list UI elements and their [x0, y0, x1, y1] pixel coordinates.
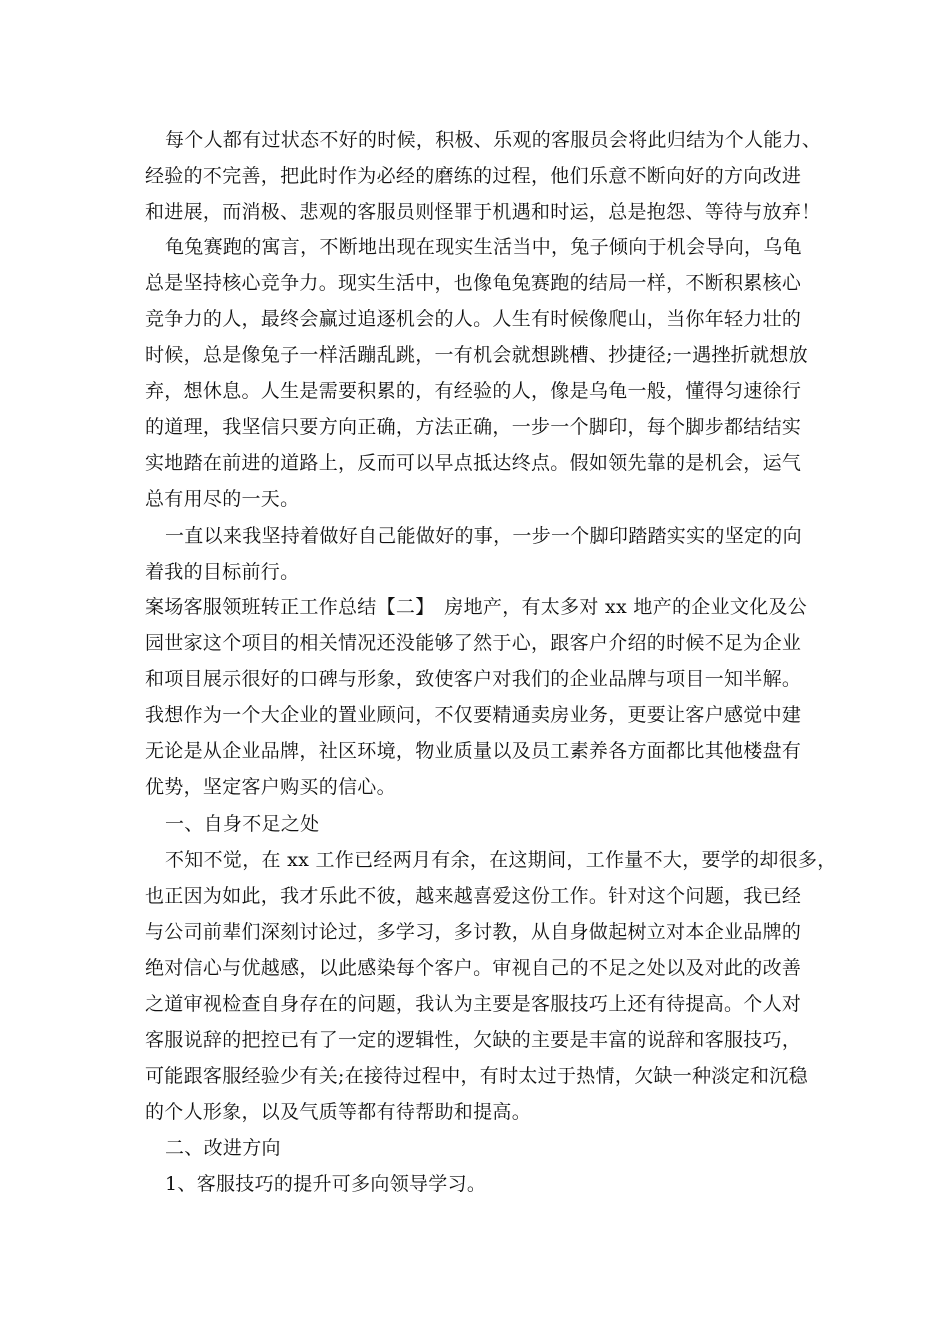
text-line: 也正因为如此，我才乐此不彼，越来越喜爱这份工作。针对这个问题，我已经 — [145, 885, 802, 907]
text-line: 之道审视检查自身存在的问题，我认为主要是客服技巧上还有待提高。个人对 — [145, 993, 802, 1015]
section-heading: 二、改进方向 — [165, 1137, 281, 1159]
text-line: 时候，总是像兔子一样活蹦乱跳，一有机会就想跳槽、抄捷径;一遇挫折就想放 — [145, 344, 808, 366]
text-line: 和进展，而消极、悲观的客服员则怪罪于机遇和时运，总是抱怨、等待与放弃！ — [145, 201, 821, 223]
text-line: 无论是从企业品牌，社区环境，物业质量以及员工素养各方面都比其他楼盘有 — [145, 740, 802, 762]
section-heading: 一、自身不足之处 — [165, 813, 320, 835]
text-line: 总有用尽的一天。 — [145, 488, 300, 510]
text-line: 的道理，我坚信只要方向正确，方法正确，一步一个脚印，每个脚步都结结实 — [145, 416, 802, 438]
text-line: 我想作为一个大企业的置业顾问，不仅要精通卖房业务，更要让客户感觉中建 — [145, 704, 802, 726]
text-line: 园世家这个项目的相关情况还没能够了然于心，跟客户介绍的时候不足为企业 — [145, 632, 802, 654]
text-line: 客服说辞的把控已有了一定的逻辑性，欠缺的主要是丰富的说辞和客服技巧， — [145, 1029, 802, 1051]
text-line: 的个人形象，以及气质等都有待帮助和提高。 — [145, 1101, 532, 1123]
text-line: 竞争力的人，最终会赢过追逐机会的人。人生有时候像爬山，当你年轻力壮的 — [145, 308, 802, 330]
text-line: 可能跟客服经验少有关;在接待过程中，有时太过于热情，欠缺一种淡定和沉稳 — [145, 1065, 808, 1087]
text-line: 不知不觉，在 xx 工作已经两月有余，在这期间，工作量不大，要学的却很多， — [165, 849, 837, 871]
text-line: 弃，想休息。人生是需要积累的，有经验的人，像是乌龟一般，懂得匀速徐行 — [145, 380, 802, 402]
text-line: 与公司前辈们深刻讨论过，多学习，多讨教，从自身做起树立对本企业品牌的 — [145, 921, 802, 943]
text-line: 每个人都有过状态不好的时候，积极、乐观的客服员会将此归结为个人能力、 — [165, 129, 822, 151]
text-line: 优势，坚定客户购买的信心。 — [145, 776, 396, 798]
text-line: 一直以来我坚持着做好自己能做好的事，一步一个脚印踏踏实实的坚定的向 — [165, 525, 802, 547]
text-line: 经验的不完善，把此时作为必经的磨练的过程，他们乐意不断向好的方向改进 — [145, 165, 802, 187]
text-line: 案场客服领班转正工作总结【二】 房地产，有太多对 xx 地产的企业文化及公 — [145, 596, 808, 618]
text-line: 总是坚持核心竞争力。现实生活中，也像龟兔赛跑的结局一样，不断积累核心 — [145, 272, 802, 294]
text-line: 着我的目标前行。 — [145, 561, 300, 583]
text-line: 实地踏在前进的道路上，反而可以早点抵达终点。假如领先靠的是机会，运气 — [145, 452, 802, 474]
text-line: 龟兔赛跑的寓言，不断地出现在现实生活当中，兔子倾向于机会导向，乌龟 — [165, 236, 802, 258]
text-line: 和项目展示很好的口碑与形象，致使客户对我们的企业品牌与项目一知半解。 — [145, 668, 802, 690]
text-line: 绝对信心与优越感，以此感染每个客户。审视自己的不足之处以及对此的改善 — [145, 957, 802, 979]
list-item: 1、客服技巧的提升可多向领导学习。 — [165, 1173, 487, 1195]
